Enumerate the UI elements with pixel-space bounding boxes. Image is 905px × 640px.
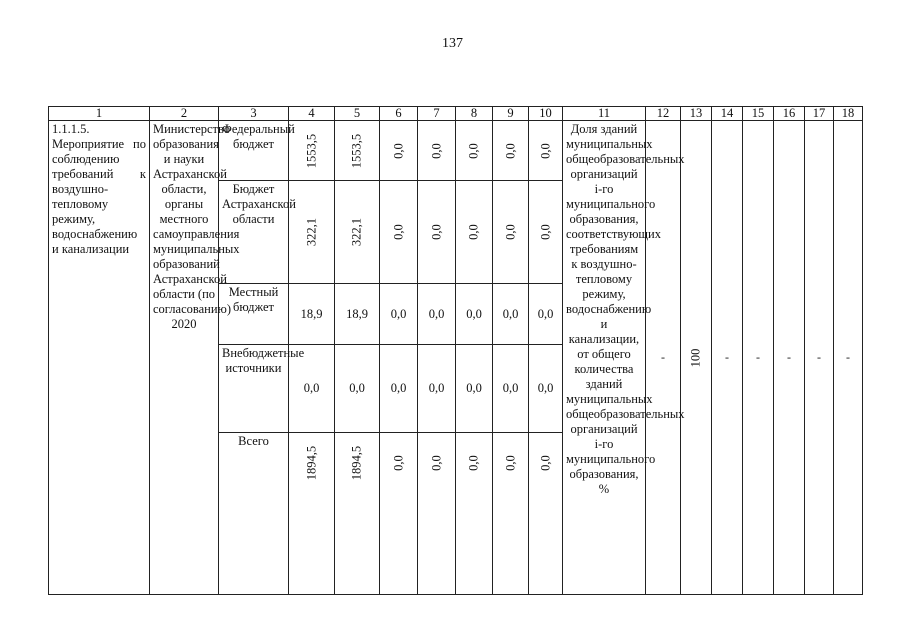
- target-cell: [681, 121, 712, 595]
- value-cell: [418, 181, 456, 284]
- value-text: 322,1: [349, 217, 364, 247]
- header-cell: 4: [289, 107, 335, 121]
- value-text: 0,0: [391, 224, 405, 240]
- header-cell: 17: [805, 107, 834, 121]
- value-text: 0,0: [466, 142, 481, 159]
- value-cell: 0,0: [529, 345, 563, 433]
- value-text: 1553,5: [304, 133, 318, 168]
- value-cell: [493, 433, 529, 595]
- value-cell: [418, 121, 456, 181]
- target-cell: [646, 121, 681, 595]
- value-text: 1894,5: [304, 445, 318, 481]
- value-text: 0,0: [391, 455, 405, 471]
- target-value: -: [661, 350, 665, 364]
- value-cell: [335, 121, 380, 181]
- target-value: -: [787, 350, 791, 364]
- target-value: 100: [688, 348, 703, 367]
- executor-text: Министерство образования и науки Астраханской области, органы местного самоуправления муниципальных образований Астраханской области (по согласованию) 2020: [153, 122, 240, 331]
- value-cell: 0,0: [529, 284, 563, 345]
- header-cell: 16: [774, 107, 805, 121]
- value-cell: [335, 433, 380, 595]
- value-text: 0,0: [503, 455, 517, 471]
- value-cell: [289, 433, 335, 595]
- value-cell: 0,0: [418, 345, 456, 433]
- value-text: 0,0: [538, 455, 552, 471]
- program-table: [48, 106, 863, 595]
- value-text: 0,0: [503, 142, 517, 159]
- value-cell: 0,0: [456, 345, 493, 433]
- value-text: 1894,5: [349, 445, 364, 481]
- value-cell: 0,0: [380, 284, 418, 345]
- header-cell: 10: [529, 107, 563, 121]
- indicator-cell: [563, 121, 685, 595]
- header-cell: 7: [418, 107, 456, 121]
- value-cell: 18,9: [335, 284, 380, 345]
- header-cell: 2: [150, 107, 219, 121]
- value-text: 0,0: [538, 142, 552, 159]
- value-cell: [456, 121, 493, 181]
- value-text: 0,0: [466, 224, 481, 240]
- target-cell: [743, 121, 774, 595]
- target-value: -: [725, 350, 729, 364]
- value-cell: [529, 433, 563, 595]
- value-cell: [493, 121, 529, 181]
- value-cell: [529, 181, 563, 284]
- header-cell: 9: [493, 107, 529, 121]
- target-cell: [834, 121, 863, 595]
- value-text: 0,0: [429, 224, 443, 240]
- target-cell: [805, 121, 834, 595]
- value-cell: 0,0: [380, 345, 418, 433]
- value-cell: 0,0: [289, 345, 335, 433]
- value-text: 0,0: [429, 455, 443, 471]
- header-cell: 8: [456, 107, 493, 121]
- value-cell: 0,0: [456, 284, 493, 345]
- value-cell: [456, 181, 493, 284]
- indicator-text: Доля зданий муниципальных общеобразовательных организаций i-го муниципального образования, соответствующих требованиям к воздушно-тепловому режиму, водоснабжению и канализации, от общего количества зданий муниципальных общеобразовательных организаций i-го муниципального образования, %: [566, 122, 685, 496]
- value-cell: [418, 433, 456, 595]
- value-text: 0,0: [503, 224, 517, 240]
- target-cell: [712, 121, 743, 595]
- header-cell: 15: [743, 107, 774, 121]
- table-row: [49, 121, 863, 181]
- header-cell: 11: [563, 107, 646, 121]
- value-cell: 0,0: [335, 345, 380, 433]
- executor-cell: [150, 121, 240, 595]
- page-number: 137: [442, 36, 463, 51]
- value-cell: [493, 181, 529, 284]
- value-cell: 0,0: [493, 345, 529, 433]
- value-cell: 18,9: [289, 284, 335, 345]
- value-text: 1553,5: [349, 133, 364, 168]
- header-cell: 6: [380, 107, 418, 121]
- header-cell: 3: [219, 107, 289, 121]
- value-cell: [380, 121, 418, 181]
- value-cell: [335, 181, 380, 284]
- value-text: 0,0: [538, 224, 552, 240]
- source-cell: [219, 433, 289, 595]
- header-row: [49, 107, 863, 121]
- source-name: Всего: [238, 434, 269, 448]
- measure-cell: [49, 121, 150, 595]
- value-cell: [380, 433, 418, 595]
- target-cell: [774, 121, 805, 595]
- header-cell: 14: [712, 107, 743, 121]
- header-cell: 13: [681, 107, 712, 121]
- value-cell: [456, 433, 493, 595]
- value-cell: [289, 121, 335, 181]
- source-name: Бюджет Астраханской области: [222, 182, 296, 226]
- value-cell: [529, 121, 563, 181]
- value-cell: 0,0: [493, 284, 529, 345]
- header-cell: 18: [834, 107, 863, 121]
- source-cell: [219, 121, 295, 181]
- value-text: 322,1: [304, 217, 318, 247]
- source-name: Федеральный бюджет: [222, 122, 295, 151]
- target-value: -: [756, 350, 760, 364]
- source-cell: [219, 345, 305, 433]
- header-cell: 1: [49, 107, 150, 121]
- source-name: Внебюджетные источники: [222, 346, 305, 375]
- value-cell: [289, 181, 335, 284]
- header-cell: 12: [646, 107, 681, 121]
- header-cell: 5: [335, 107, 380, 121]
- target-value: -: [817, 350, 821, 364]
- value-text: 0,0: [391, 142, 405, 159]
- value-cell: 0,0: [418, 284, 456, 345]
- target-value: -: [846, 350, 850, 364]
- source-name: Местный бюджет: [228, 285, 279, 314]
- value-cell: [380, 181, 418, 284]
- measure-text: 1.1.1.5. Мероприятие по соблюдению требований к воздушно-тепловому режиму, водоснабжению и канализации: [52, 122, 146, 256]
- value-text: 0,0: [466, 455, 481, 471]
- value-text: 0,0: [429, 142, 443, 159]
